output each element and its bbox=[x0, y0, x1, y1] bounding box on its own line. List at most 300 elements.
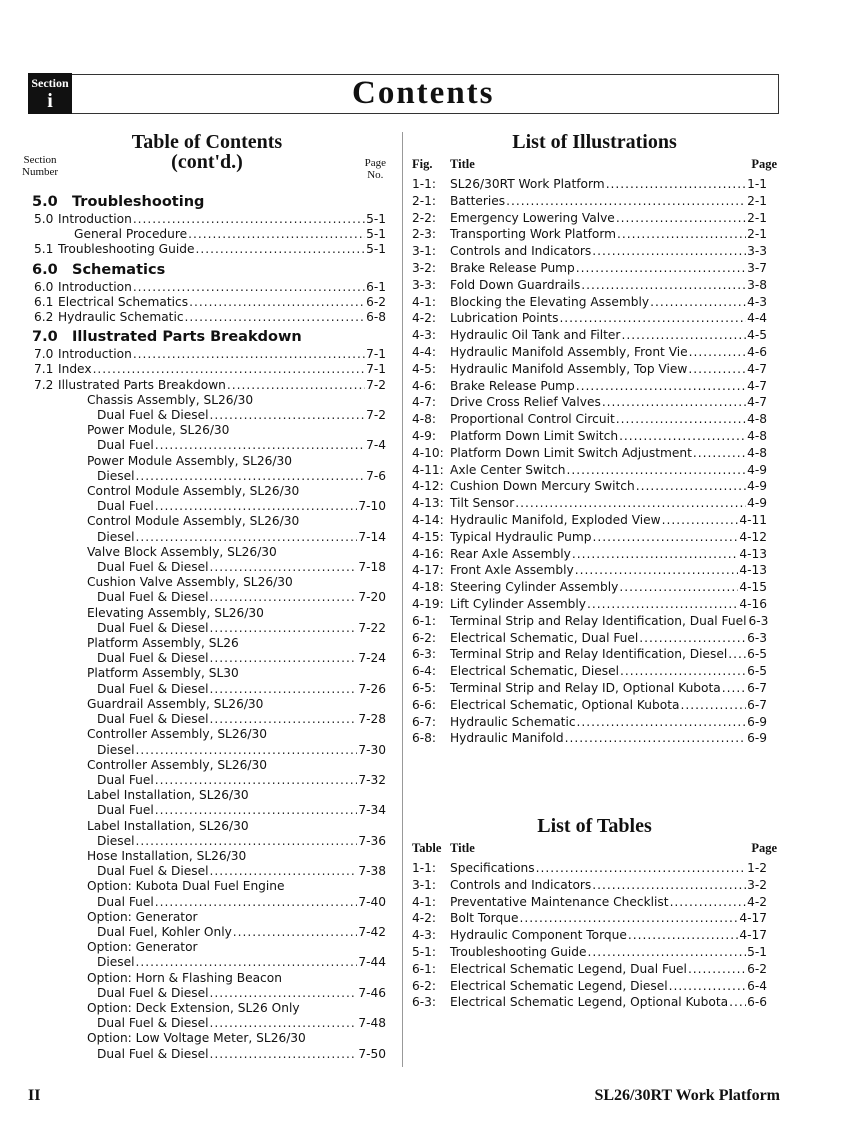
parts-entry[interactable] bbox=[22, 621, 392, 636]
dot-leader bbox=[210, 864, 358, 879]
item-title: Hydraulic Manifold Assembly, Front Vie bbox=[450, 344, 688, 359]
dot-leader bbox=[210, 408, 366, 423]
figure-list-item[interactable] bbox=[412, 176, 777, 193]
item-title: Platform Down Limit Switch bbox=[450, 428, 619, 443]
dot-leader bbox=[662, 512, 739, 529]
item-number: 6-6: bbox=[412, 697, 437, 712]
figure-list-item[interactable] bbox=[412, 361, 777, 378]
item-number: 1-1: bbox=[412, 177, 437, 191]
entry-page: 6-2 bbox=[366, 294, 386, 309]
item-number: 2-3: bbox=[412, 227, 437, 242]
item-number: 6-7: bbox=[412, 714, 437, 729]
parts-entry[interactable] bbox=[22, 469, 392, 484]
item-page: 5-1 bbox=[747, 944, 767, 959]
entry-page: 6-8 bbox=[366, 310, 386, 325]
parts-group-title: Controller Assembly, SL26/30 bbox=[87, 757, 267, 772]
item-number: 4-1: bbox=[412, 294, 437, 309]
item-page: 1-1 bbox=[747, 177, 767, 191]
dot-leader bbox=[581, 277, 746, 294]
item-title: Hydraulic Component Torque bbox=[450, 928, 627, 943]
item-title: Proportional Control Circuit bbox=[450, 412, 615, 427]
parts-group-heading bbox=[22, 1001, 392, 1016]
parts-entry[interactable] bbox=[22, 499, 392, 514]
figure-list-item[interactable] bbox=[412, 495, 777, 512]
figure-list-item[interactable] bbox=[412, 546, 777, 563]
figure-list-item[interactable] bbox=[412, 226, 777, 243]
figure-list-item[interactable] bbox=[412, 730, 777, 747]
tables-entries bbox=[412, 860, 777, 1011]
figure-list-item[interactable] bbox=[412, 462, 777, 479]
parts-entry-title: Dual Fuel & Diesel bbox=[97, 985, 209, 1000]
dot-leader bbox=[576, 378, 746, 395]
parts-entry-title: Dual Fuel, Kohler Only bbox=[97, 924, 232, 939]
parts-entry-title: Dual Fuel & Diesel bbox=[97, 712, 209, 727]
parts-entry[interactable] bbox=[22, 590, 392, 605]
entry-number: 5.1 bbox=[34, 242, 54, 257]
dot-leader bbox=[155, 773, 358, 788]
toc-chapter-heading[interactable] bbox=[22, 327, 392, 347]
item-page: 4-12 bbox=[739, 529, 767, 544]
parts-entry[interactable] bbox=[22, 682, 392, 697]
item-title: Axle Center Switch bbox=[450, 462, 566, 477]
toc-title: Table of Contents bbox=[131, 131, 283, 153]
item-number: 4-3: bbox=[412, 928, 437, 943]
item-number: 4-5: bbox=[412, 361, 437, 376]
item-number: 1-1: bbox=[412, 861, 437, 875]
item-page: 4-9 bbox=[747, 479, 767, 494]
section-badge bbox=[28, 73, 72, 114]
parts-entry[interactable] bbox=[22, 986, 392, 1001]
item-title: Lift Cylinder Assembly bbox=[450, 596, 586, 611]
item-page: 3-7 bbox=[747, 260, 767, 275]
entry-page: 7-38 bbox=[358, 864, 386, 879]
item-title: Terminal Strip and Relay Identification, Dual Fuel bbox=[450, 613, 747, 628]
item-title: Blocking the Elevating Assembly bbox=[450, 294, 650, 309]
item-page: 4-9 bbox=[747, 462, 767, 477]
dot-leader bbox=[210, 1016, 358, 1031]
figure-list-item[interactable] bbox=[412, 596, 777, 613]
item-number: 6-3: bbox=[412, 995, 437, 1010]
parts-group-heading bbox=[22, 879, 392, 894]
item-title: Hydraulic Manifold, Exploded View bbox=[450, 512, 661, 527]
item-number: 6-1: bbox=[412, 961, 437, 976]
entry-title: Introduction bbox=[58, 212, 132, 226]
list-of-tables bbox=[412, 814, 777, 1011]
entry-title: Introduction bbox=[58, 347, 132, 362]
figure-list-item[interactable] bbox=[412, 394, 777, 411]
chapter-title: Schematics bbox=[72, 261, 166, 278]
parts-entry[interactable] bbox=[22, 773, 392, 788]
item-number: 4-9: bbox=[412, 428, 437, 443]
parts-group-title: Label Installation, SL26/30 bbox=[87, 788, 249, 803]
item-number: 4-14: bbox=[412, 512, 444, 527]
item-number: 4-11: bbox=[412, 462, 444, 477]
parts-entry-title: Dual Fuel & Diesel bbox=[97, 681, 209, 696]
item-title: Fold Down Guardrails bbox=[450, 277, 581, 292]
item-title: Controls and Indicators bbox=[450, 244, 592, 259]
dot-leader bbox=[155, 438, 365, 453]
entry-number: 6.0 bbox=[34, 279, 54, 294]
item-number: 6-3: bbox=[412, 647, 437, 662]
item-page: 3-3 bbox=[747, 244, 767, 259]
entry-page: 7-28 bbox=[358, 712, 386, 727]
figure-list-item[interactable] bbox=[412, 378, 777, 395]
dot-leader bbox=[688, 361, 746, 378]
entry-page: 7-48 bbox=[358, 1016, 386, 1031]
table-list-item[interactable] bbox=[412, 978, 777, 995]
item-number: 4-13: bbox=[412, 496, 444, 511]
item-title: Tilt Sensor bbox=[450, 496, 515, 511]
item-page: 4-17 bbox=[739, 928, 767, 943]
item-page: 6-7 bbox=[747, 697, 767, 712]
parts-group-heading bbox=[22, 1031, 392, 1046]
item-number: 4-15: bbox=[412, 529, 444, 544]
column-divider bbox=[402, 132, 403, 1067]
item-title: Terminal Strip and Relay Identification, Diesel bbox=[450, 647, 728, 662]
entry-page: 5-1 bbox=[366, 242, 386, 257]
figure-list-item[interactable] bbox=[412, 310, 777, 327]
table-list-item[interactable] bbox=[412, 927, 777, 944]
table-list-item[interactable] bbox=[412, 860, 777, 877]
parts-entry-title: Dual Fuel bbox=[97, 803, 154, 818]
item-title: Typical Hydraulic Pump bbox=[450, 529, 592, 544]
item-number: 4-2: bbox=[412, 311, 437, 326]
parts-group-heading bbox=[22, 514, 392, 529]
entry-page: 7-36 bbox=[358, 833, 386, 848]
entry-page: 7-42 bbox=[358, 924, 386, 939]
dot-leader bbox=[155, 499, 358, 514]
dot-leader bbox=[506, 193, 746, 210]
footer-product-name: SL26/30RT Work Platform bbox=[594, 1087, 780, 1104]
parts-group-title: Option: Horn & Flashing Beacon bbox=[87, 970, 282, 985]
dot-leader bbox=[636, 478, 746, 495]
dot-leader bbox=[572, 546, 739, 563]
figure-list-item[interactable] bbox=[412, 210, 777, 227]
entry-page: 7-32 bbox=[358, 772, 386, 787]
parts-entry[interactable] bbox=[22, 438, 392, 453]
figure-list-item[interactable] bbox=[412, 478, 777, 495]
toc-entry[interactable] bbox=[22, 310, 392, 325]
table-list-item[interactable] bbox=[412, 894, 777, 911]
parts-group-title: Valve Block Assembly, SL26/30 bbox=[87, 544, 277, 559]
page-number-header: Page No. bbox=[364, 157, 386, 181]
parts-entry[interactable] bbox=[22, 712, 392, 727]
dot-leader bbox=[592, 529, 738, 546]
item-page: 6-5 bbox=[747, 664, 767, 679]
table-list-item[interactable] bbox=[412, 910, 777, 927]
parts-entry-title: Dual Fuel & Diesel bbox=[97, 864, 209, 879]
figure-list-item[interactable] bbox=[412, 294, 777, 311]
item-page: 6-3 bbox=[747, 630, 767, 645]
dot-leader bbox=[136, 743, 358, 758]
parts-group-heading bbox=[22, 423, 392, 438]
figure-list-item[interactable] bbox=[412, 260, 777, 277]
parts-entry-title: Dual Fuel bbox=[97, 772, 154, 787]
parts-entry[interactable] bbox=[22, 895, 392, 910]
parts-entry[interactable] bbox=[22, 651, 392, 666]
parts-group-heading bbox=[22, 636, 392, 651]
item-page: 6-9 bbox=[747, 731, 767, 746]
dot-leader bbox=[565, 730, 746, 747]
figure-list-item[interactable] bbox=[412, 327, 777, 344]
table-list-item[interactable] bbox=[412, 877, 777, 894]
parts-entry[interactable] bbox=[22, 803, 392, 818]
dot-leader bbox=[188, 227, 365, 242]
item-number: 2-1: bbox=[412, 193, 437, 208]
entry-page: 7-40 bbox=[358, 894, 386, 909]
figure-list-item[interactable] bbox=[412, 193, 777, 210]
parts-entry[interactable] bbox=[22, 530, 392, 545]
chapter-number: 7.0 bbox=[32, 329, 58, 346]
item-number: 4-16: bbox=[412, 546, 444, 561]
parts-entry-title: Dual Fuel bbox=[97, 894, 154, 909]
figure-list-item[interactable] bbox=[412, 680, 777, 697]
parts-entry-title: Dual Fuel & Diesel bbox=[97, 651, 209, 666]
parts-entry-title: Dual Fuel & Diesel bbox=[97, 620, 209, 635]
figure-list-item[interactable] bbox=[412, 411, 777, 428]
dot-leader bbox=[670, 894, 747, 911]
figure-list-item[interactable] bbox=[412, 529, 777, 546]
parts-group-heading bbox=[22, 940, 392, 955]
parts-group-title: Cushion Valve Assembly, SL26/30 bbox=[87, 575, 293, 590]
dot-leader bbox=[650, 294, 746, 311]
item-page: 4-8 bbox=[747, 428, 767, 443]
item-number: 4-3: bbox=[412, 328, 437, 343]
item-page: 6-3 bbox=[748, 613, 769, 628]
item-title: Electrical Schematic Legend, Optional Kubota bbox=[450, 995, 729, 1010]
dot-leader bbox=[693, 445, 746, 462]
dot-leader bbox=[210, 651, 358, 666]
parts-group-title: Guardrail Assembly, SL26/30 bbox=[87, 696, 264, 711]
parts-entry[interactable] bbox=[22, 1016, 392, 1031]
dot-leader bbox=[155, 803, 358, 818]
parts-entry-title: Diesel bbox=[97, 833, 135, 848]
dot-leader bbox=[185, 310, 366, 325]
item-number: 6-1: bbox=[412, 613, 437, 628]
entry-page: 7-44 bbox=[358, 955, 386, 970]
tables-header: Table Title Page bbox=[412, 841, 777, 855]
parts-group-title: Elevating Assembly, SL26/30 bbox=[87, 605, 264, 620]
item-title: Batteries bbox=[450, 193, 506, 208]
entry-page: 7-26 bbox=[358, 681, 386, 696]
dot-leader bbox=[628, 927, 738, 944]
parts-entry[interactable] bbox=[22, 408, 392, 423]
item-page: 6-4 bbox=[747, 978, 767, 993]
figure-list-item[interactable] bbox=[412, 445, 777, 462]
item-page: 4-7 bbox=[747, 361, 767, 376]
section-label: Section bbox=[31, 76, 69, 90]
parts-entry[interactable] bbox=[22, 1047, 392, 1062]
figure-list-item[interactable] bbox=[412, 562, 777, 579]
parts-entry-title: Diesel bbox=[97, 468, 135, 483]
dot-leader bbox=[621, 327, 746, 344]
figure-list-item[interactable] bbox=[412, 646, 777, 663]
dot-leader bbox=[195, 242, 365, 257]
parts-entry-title: Diesel bbox=[97, 955, 135, 970]
entry-page: 7-10 bbox=[358, 499, 386, 514]
item-title: Brake Release Pump bbox=[450, 260, 575, 275]
toc-chapter-heading[interactable] bbox=[22, 192, 392, 212]
entry-title: Index bbox=[58, 362, 92, 377]
entry-page: 7-4 bbox=[366, 438, 386, 453]
item-page: 4-7 bbox=[747, 395, 767, 410]
item-title: Electrical Schematic, Diesel bbox=[450, 664, 620, 679]
toc-entry[interactable] bbox=[22, 362, 392, 377]
item-title: Electrical Schematic Legend, Dual Fuel bbox=[450, 961, 687, 976]
parts-group-heading bbox=[22, 910, 392, 925]
dot-leader bbox=[210, 682, 358, 697]
dot-leader bbox=[729, 994, 746, 1011]
parts-group-title: Option: Kubota Dual Fuel Engine bbox=[87, 879, 285, 894]
figure-list-item[interactable] bbox=[412, 613, 777, 630]
parts-group-heading bbox=[22, 393, 392, 408]
dot-leader bbox=[577, 714, 747, 731]
chapter-title: Illustrated Parts Breakdown bbox=[72, 329, 302, 346]
entry-number: 7.0 bbox=[34, 347, 54, 362]
item-title: Drive Cross Relief Valves bbox=[450, 395, 601, 410]
table-list-item[interactable] bbox=[412, 944, 777, 961]
dot-leader bbox=[133, 280, 365, 295]
table-list-item[interactable] bbox=[412, 961, 777, 978]
parts-group-heading bbox=[22, 697, 392, 712]
dot-leader bbox=[575, 562, 739, 579]
parts-group-title: Platform Assembly, SL30 bbox=[87, 666, 239, 681]
parts-entry[interactable] bbox=[22, 864, 392, 879]
dot-leader bbox=[587, 944, 746, 961]
dot-leader bbox=[602, 394, 746, 411]
parts-group-title: Power Module Assembly, SL26/30 bbox=[87, 453, 293, 468]
item-number: 4-4: bbox=[412, 344, 437, 359]
toc-entry[interactable] bbox=[22, 227, 392, 242]
parts-entry-title: Dual Fuel & Diesel bbox=[97, 1046, 209, 1061]
item-number: 4-1: bbox=[412, 894, 437, 909]
entry-page: 7-2 bbox=[366, 408, 386, 423]
parts-entry[interactable] bbox=[22, 955, 392, 970]
item-number: 4-18: bbox=[412, 580, 444, 595]
figure-list-item[interactable] bbox=[412, 243, 777, 260]
entry-page: 7-18 bbox=[358, 560, 386, 575]
parts-group-title: Chassis Assembly, SL26/30 bbox=[87, 392, 254, 407]
dot-leader bbox=[592, 877, 746, 894]
parts-group-heading bbox=[22, 819, 392, 834]
figure-list-item[interactable] bbox=[412, 344, 777, 361]
item-page: 4-7 bbox=[747, 378, 767, 393]
parts-group-heading bbox=[22, 788, 392, 803]
dot-leader bbox=[136, 530, 358, 545]
toc-entries bbox=[22, 192, 392, 1062]
parts-group-heading bbox=[22, 971, 392, 986]
toc-entry[interactable] bbox=[22, 242, 392, 257]
section-number: i bbox=[47, 90, 53, 112]
toc-entry[interactable] bbox=[22, 212, 392, 227]
entry-page: 5-1 bbox=[366, 227, 386, 242]
parts-entry-title: Diesel bbox=[97, 529, 135, 544]
figure-list-item[interactable] bbox=[412, 663, 777, 680]
item-page: 6-7 bbox=[747, 680, 767, 695]
parts-group-heading bbox=[22, 666, 392, 681]
item-number: 3-1: bbox=[412, 244, 437, 259]
dot-leader bbox=[619, 428, 746, 445]
entry-number: 7.1 bbox=[34, 362, 54, 377]
figure-list-item[interactable] bbox=[412, 512, 777, 529]
parts-group-title: Controller Assembly, SL26/30 bbox=[87, 727, 267, 742]
dot-leader bbox=[233, 925, 358, 940]
parts-group-heading bbox=[22, 454, 392, 469]
parts-entry-title: Dual Fuel & Diesel bbox=[97, 590, 209, 605]
dot-leader bbox=[567, 462, 747, 479]
chapter-number: 6.0 bbox=[32, 261, 58, 278]
dot-leader bbox=[189, 295, 365, 310]
item-number: 6-5: bbox=[412, 680, 437, 695]
toc-chapter-heading[interactable] bbox=[22, 260, 392, 280]
entry-page: 7-30 bbox=[358, 742, 386, 757]
list-of-illustrations bbox=[412, 130, 777, 747]
item-number: 3-2: bbox=[412, 260, 437, 275]
item-page: 4-16 bbox=[739, 596, 767, 611]
dot-leader bbox=[515, 495, 746, 512]
dot-leader bbox=[722, 680, 746, 697]
item-title: Specifications bbox=[450, 861, 535, 875]
toc-entry[interactable] bbox=[22, 295, 392, 310]
parts-group-title: Hose Installation, SL26/30 bbox=[87, 848, 247, 863]
item-page: 4-2 bbox=[747, 894, 767, 909]
item-page: 3-8 bbox=[747, 277, 767, 292]
figure-list-item[interactable] bbox=[412, 579, 777, 596]
toc-entry[interactable] bbox=[22, 347, 392, 362]
entry-title: Electrical Schematics bbox=[58, 294, 189, 309]
item-title: SL26/30RT Work Platform bbox=[450, 177, 605, 191]
figure-list-item[interactable] bbox=[412, 697, 777, 714]
item-title: Lubrication Points bbox=[450, 311, 559, 326]
parts-entry-title: Dual Fuel & Diesel bbox=[97, 1016, 209, 1031]
parts-group-title: Option: Low Voltage Meter, SL26/30 bbox=[87, 1031, 306, 1046]
figure-list-item[interactable] bbox=[412, 277, 777, 294]
entry-page: 7-6 bbox=[366, 468, 386, 483]
figure-list-item[interactable] bbox=[412, 714, 777, 731]
page-title: Contents bbox=[352, 75, 495, 111]
entry-title: Troubleshooting Guide bbox=[58, 242, 195, 257]
parts-group-heading bbox=[22, 606, 392, 621]
toc-entry[interactable] bbox=[22, 280, 392, 295]
parts-entry[interactable] bbox=[22, 925, 392, 940]
item-page: 4-3 bbox=[747, 294, 767, 309]
table-list-item[interactable] bbox=[412, 994, 777, 1011]
item-page: 4-9 bbox=[747, 496, 767, 511]
dot-leader bbox=[133, 212, 365, 227]
item-page: 1-2 bbox=[747, 861, 767, 875]
entry-page: 7-46 bbox=[358, 985, 386, 1000]
dot-leader bbox=[210, 712, 358, 727]
item-title: Brake Release Pump bbox=[450, 378, 575, 393]
item-page: 2-1 bbox=[747, 227, 767, 242]
item-number: 4-12: bbox=[412, 479, 444, 494]
parts-group-title: Platform Assembly, SL26 bbox=[87, 636, 239, 651]
item-number: 2-2: bbox=[412, 210, 437, 225]
dot-leader bbox=[136, 955, 358, 970]
parts-group-title: Option: Deck Extension, SL26 Only bbox=[87, 1000, 300, 1015]
item-title: Electrical Schematic Legend, Diesel bbox=[450, 978, 668, 993]
parts-entry[interactable] bbox=[22, 834, 392, 849]
toc-entry[interactable] bbox=[22, 378, 392, 393]
dot-leader bbox=[227, 378, 365, 393]
dot-leader bbox=[133, 347, 365, 362]
figure-list-item[interactable] bbox=[412, 630, 777, 647]
parts-entry[interactable] bbox=[22, 560, 392, 575]
dot-leader bbox=[616, 210, 746, 227]
parts-entry[interactable] bbox=[22, 743, 392, 758]
entry-page: 7-2 bbox=[366, 377, 386, 392]
figure-list-item[interactable] bbox=[412, 428, 777, 445]
